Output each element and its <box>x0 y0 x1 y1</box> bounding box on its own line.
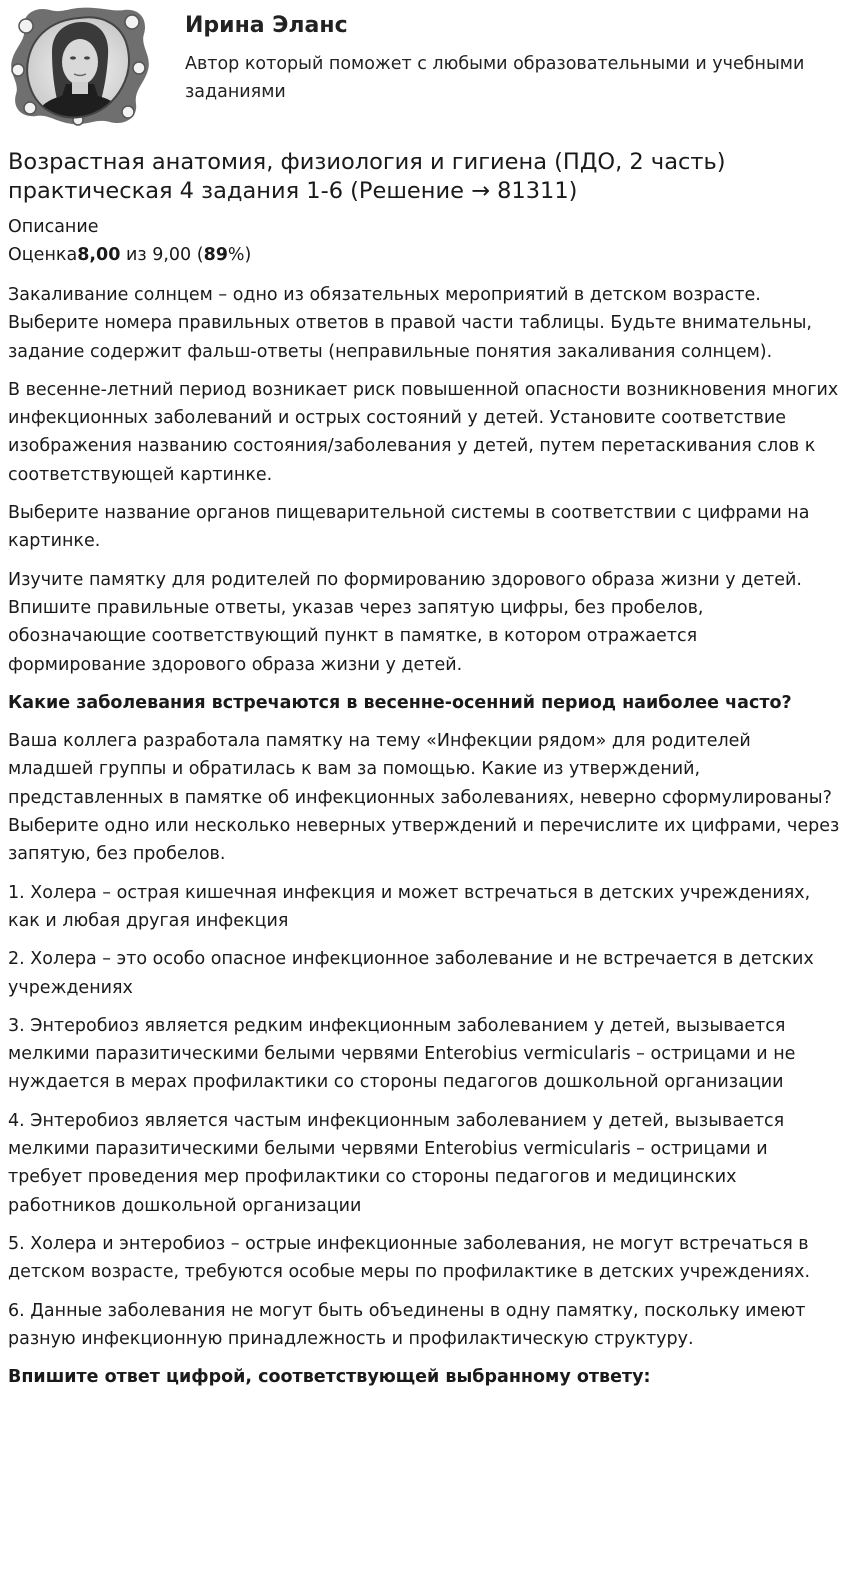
work-title: Возрастная анатомия, физиология и гигиена (ПДО, 2 часть) практическая 4 задания 1-6 (Решение → 81311) <box>8 149 726 204</box>
grade-of: из 9,00 ( <box>120 245 204 265</box>
grade-value: 8,00 <box>77 245 121 265</box>
grade-line <box>8 241 840 269</box>
task-sun-hardening: Закаливание солнцем – одно из обязательных мероприятий в детском возрасте. Выберите номера правильных ответов в правой части таблицы. Будьте внимательны, задание содержит фальш-ответы (неправильные понятия закаливания солнцем). <box>8 285 812 362</box>
grade-percent: 89 <box>203 245 228 265</box>
statement-6: 6. Данные заболевания не могут быть объединены в одну памятку, поскольку имеют разную инфекционную принадлежность и профилактическую структуру. <box>8 1300 806 1349</box>
grade-label: Оценка <box>8 245 78 265</box>
description-label: Описание <box>8 217 99 237</box>
question-spring-autumn-diseases: Какие заболевания встречаются в весенне-осенний период наиболее часто? <box>8 692 792 713</box>
task-spring-summer-diseases: В весенне-летний период возникает риск повышенной опасности возникновения многих инфекционных заболеваний и острых состояний у детей. Установите соответствие изображения названию состояния/заболевания у детей, путем перетаскивания слов к соответствующей картинке. <box>8 379 839 485</box>
statement-3: 3. Энтеробиоз является редким инфекционным заболеванием у детей, вызывается мелкими паразитическими белыми червями Enterobius vermicularis – острицами и не нуждается в мерах профилактики со стороны педагогов дошкольной организации <box>8 1015 796 1093</box>
statement-2: 2. Холера – это особо опасное инфекционное заболевание и не встречается в детских учреждениях <box>8 949 814 998</box>
task-digestive-organs: Выберите название органов пищеварительной системы в соответствии с цифрами на картинке. <box>8 503 810 552</box>
statement-4: 4. Энтеробиоз является частым инфекционным заболеванием у детей, вызывается мелкими паразитическими белыми червями Enterobius vermicularis – острицами и требует проведения мер профилактики со стороны педагогов и медицинских работников дошкольной организации <box>8 1110 785 1216</box>
author-description: Автор который поможет с любыми образовательными и учебными заданиями <box>185 54 805 102</box>
statement-1: 1. Холера – острая кишечная инфекция и может встречаться в детских учреждениях, как и любая другая инфекция <box>8 882 811 931</box>
task-infections-memo: Ваша коллега разработала памятку на тему «Инфекции рядом» для родителей младшей группы и обратилась к вам за помощью. Какие из утверждений, представленных в памятке об инфекционных заболеваниях, неверно сформулированы? Выберите одно или несколько неверных утверждений и перечислите их цифрами, через запятую, без пробелов. <box>8 731 840 865</box>
task-healthy-lifestyle-memo: Изучите памятку для родителей по формированию здорового образа жизни у детей. Впишите правильные ответы, указав через запятую цифры, без пробелов, обозначающие соответствующий пункт в памятке, в котором отражается формирование здорового образа жизни у детей. <box>8 569 802 675</box>
answer-prompt: Впишите ответ цифрой, соответствующей выбранному ответу: <box>8 1367 651 1388</box>
statement-5: 5. Холера и энтеробиоз – острые инфекционные заболевания, не могут встречаться в детском возрасте, требуются особые меры по профилактике в детских учреждениях. <box>8 1233 811 1283</box>
grade-tail: %) <box>227 245 252 265</box>
work-content <box>8 148 840 1391</box>
author-card <box>0 0 847 132</box>
author-name[interactable]: Ирина Эланс <box>185 13 348 38</box>
author-avatar[interactable] <box>6 4 152 128</box>
